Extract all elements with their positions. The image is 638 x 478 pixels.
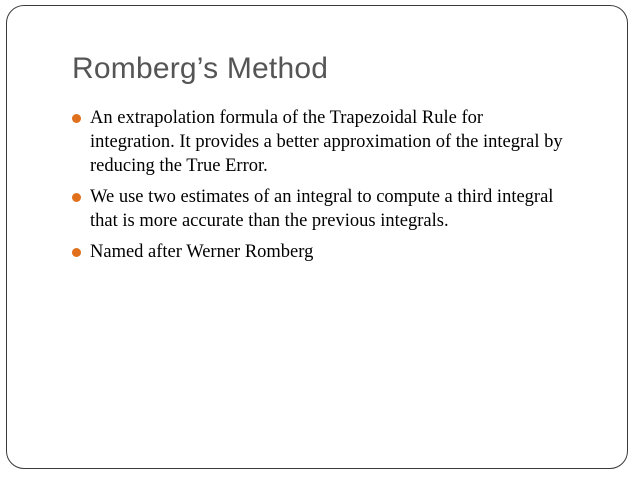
bullet-text: An extrapolation formula of the Trapezoidal Rule for integration. It provides a better approximation of the integral by reducing the True Error. <box>90 108 563 176</box>
bullet-dot-icon <box>72 193 81 202</box>
bullet-text: Named after Werner Romberg <box>90 242 314 262</box>
bullet-item <box>72 106 572 178</box>
bullet-item <box>72 185 572 233</box>
bullet-text: We use two estimates of an integral to compute a third integral that is more accurate than the previous integrals. <box>90 187 554 231</box>
bullet-dot-icon <box>72 248 81 257</box>
bullet-item <box>72 240 572 264</box>
bullet-dot-icon <box>72 114 81 123</box>
bullet-list <box>72 106 572 271</box>
slide-title: Romberg’s Method <box>72 52 329 85</box>
